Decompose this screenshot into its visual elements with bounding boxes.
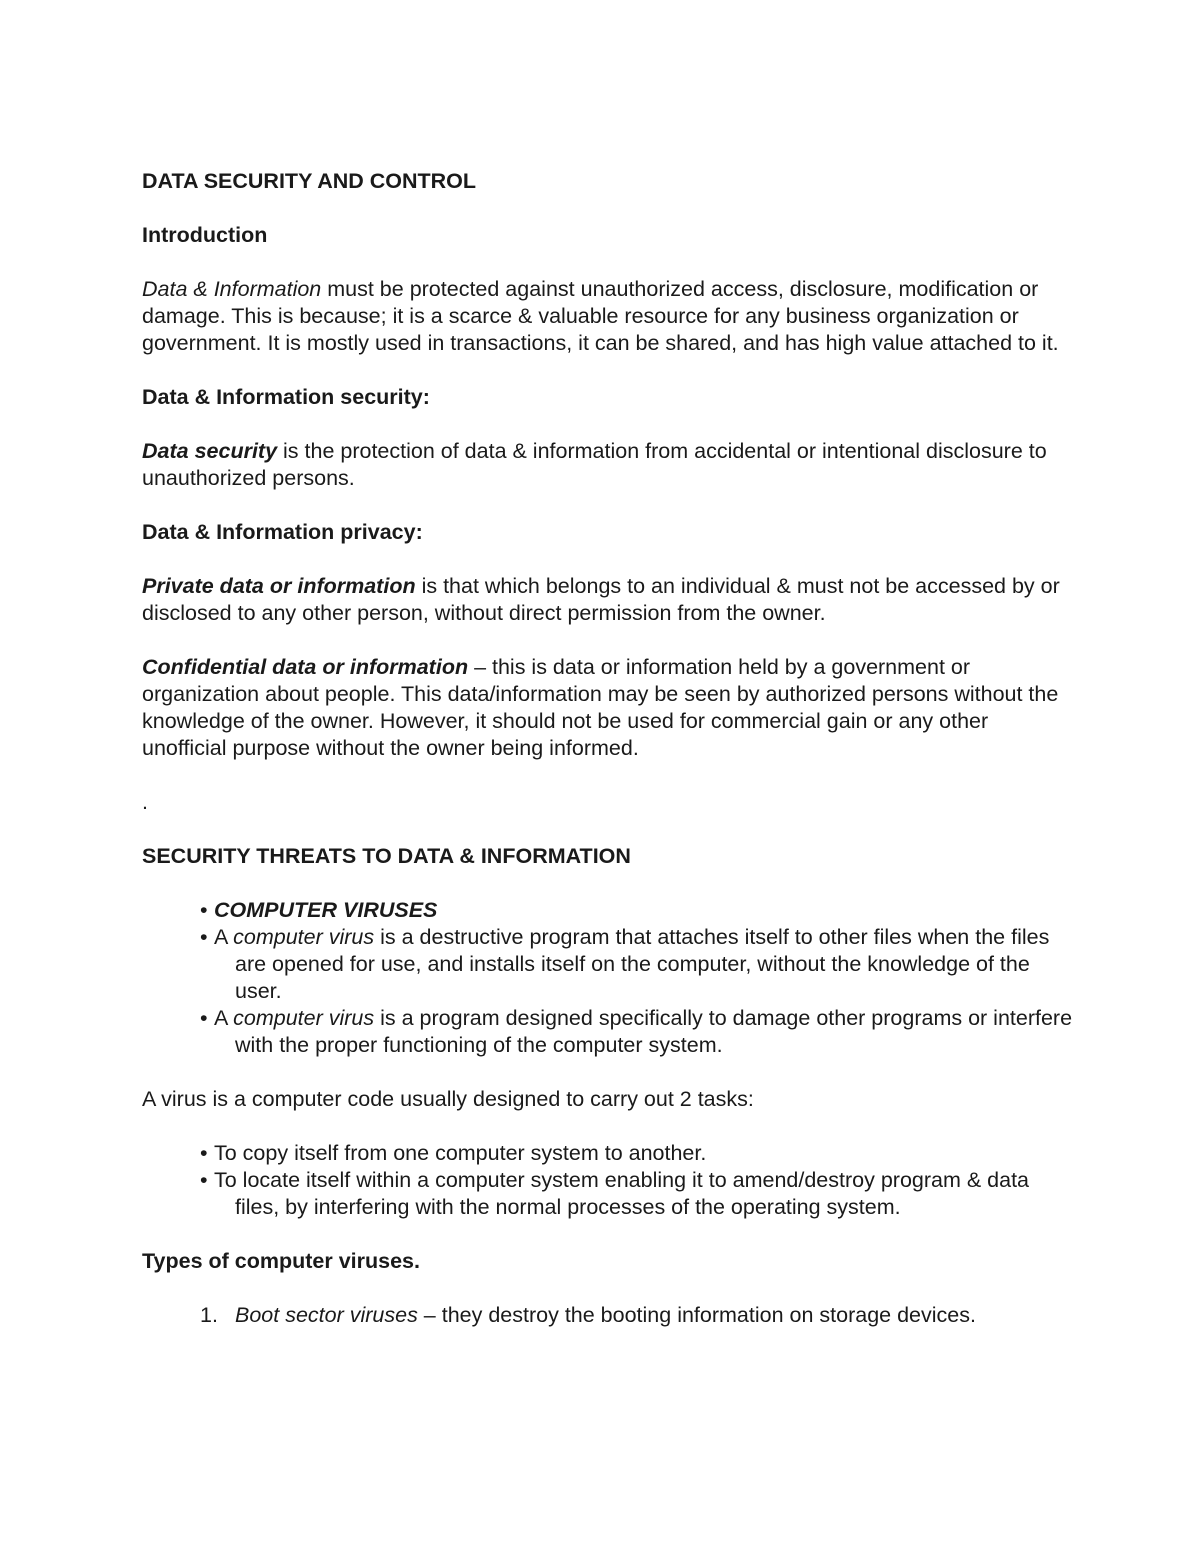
intro-paragraph: [142, 276, 1077, 357]
intro-lead-term: Data & Information: [142, 277, 322, 301]
virus-tasks-list: [200, 1140, 1077, 1221]
virus-definition-list: [200, 897, 1077, 1059]
bullet-icon: •: [200, 898, 208, 922]
private-data-text: is that which belongs to an individual & must not be accessed by or disclosed to any other person, without direct permission from the owner.: [142, 574, 1060, 625]
stray-dot: .: [142, 790, 148, 814]
item-number: 1.: [200, 1303, 218, 1327]
bullet-icon: •: [200, 1168, 208, 1192]
confidential-data-paragraph: [142, 654, 1077, 762]
def2-text: is a program designed specifically to damage other programs or interfere with the proper functioning of the computer system.: [235, 1006, 1073, 1057]
confidential-data-term: Confidential data or information: [142, 655, 469, 679]
item1-text: – they destroy the booting information on storage devices.: [417, 1303, 976, 1327]
def1-article: A: [214, 925, 234, 949]
virus-tasks-intro: A virus is a computer code usually designed to carry out 2 tasks:: [142, 1087, 754, 1111]
task1-text: To copy itself from one computer system to another.: [214, 1141, 707, 1165]
def1-term: computer virus: [233, 925, 375, 949]
threats-heading: SECURITY THREATS TO DATA & INFORMATION: [142, 844, 631, 868]
document-page: [142, 168, 1077, 1329]
item1-term: Boot sector viruses: [235, 1303, 418, 1327]
types-heading: Types of computer viruses.: [142, 1249, 420, 1273]
list-item: [200, 924, 1077, 1005]
document-title: DATA SECURITY AND CONTROL: [142, 169, 477, 193]
list-item: [200, 1302, 1077, 1329]
def1-text: is a destructive program that attaches itself to other files when the files are opened for use, and installs itself on the computer, without the knowledge of the user.: [235, 925, 1050, 1003]
def2-term: computer virus: [233, 1006, 375, 1030]
privacy-heading: Data & Information privacy:: [142, 520, 423, 544]
viruses-label: COMPUTER VIRUSES: [214, 898, 438, 922]
security-text: is the protection of data & information from accidental or intentional disclosure to unauthorized persons.: [142, 439, 1047, 490]
def2-article: A: [214, 1006, 234, 1030]
private-data-term: Private data or information: [142, 574, 416, 598]
bullet-icon: •: [200, 1141, 208, 1165]
bullet-icon: •: [200, 925, 208, 949]
list-item: [200, 1140, 1077, 1167]
bullet-icon: •: [200, 1006, 208, 1030]
task2-text: To locate itself within a computer system enabling it to amend/destroy program & data files, by interfering with the normal processes of the operating system.: [214, 1168, 1030, 1219]
security-paragraph: [142, 438, 1077, 492]
confidential-data-text: – this is data or information held by a government or organization about people. This data/information may be seen by authorized persons without the knowledge of the owner. However, it should not be used for commercial gain or any other unofficial purpose without the owner being informed.: [142, 655, 1059, 760]
intro-text: must be protected against unauthorized access, disclosure, modification or damage. This is because; it is a scarce & valuable resource for any business organization or government. It is mostly used in transactions, it can be shared, and has high value attached to it.: [142, 277, 1059, 355]
security-term: Data security: [142, 439, 278, 463]
security-heading: Data & Information security:: [142, 385, 430, 409]
private-data-paragraph: [142, 573, 1077, 627]
list-item: [200, 1167, 1077, 1221]
list-item: [200, 1005, 1077, 1059]
list-item: [200, 897, 1077, 924]
intro-heading: Introduction: [142, 223, 268, 247]
